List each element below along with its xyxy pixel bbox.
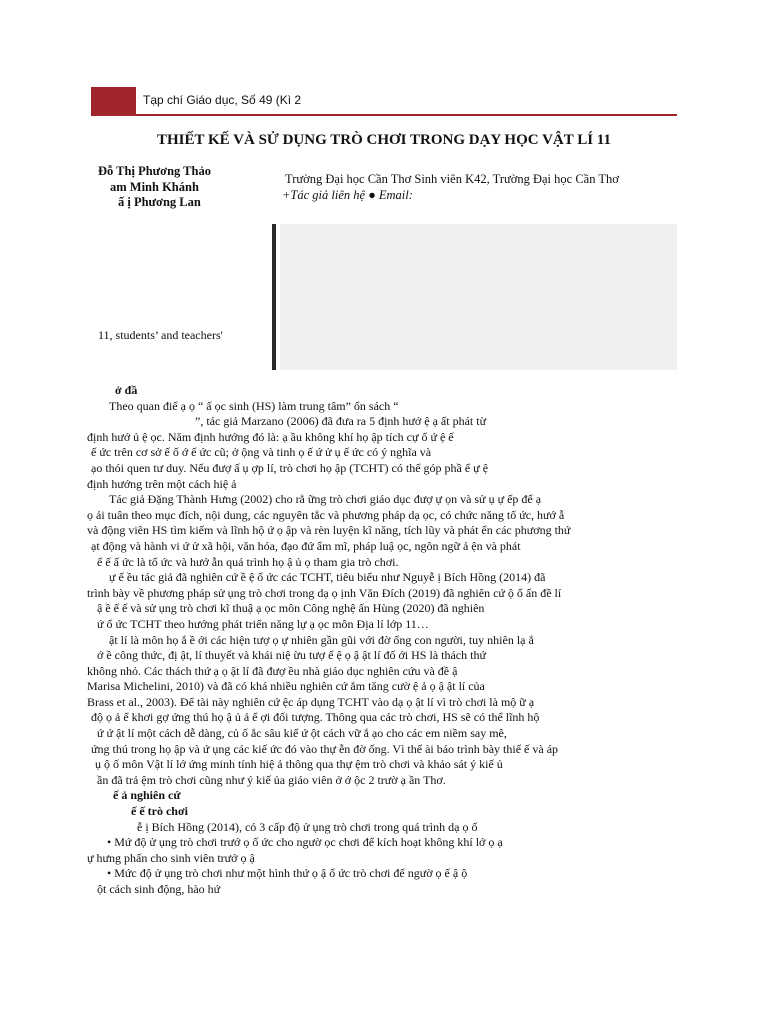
intro-paragraph-1 <box>87 399 677 493</box>
intro-paragraph-4 <box>87 633 677 789</box>
text-line: ột cách sinh động, hào hứ <box>97 882 221 896</box>
article-title: THIẾT KẾ VÀ SỬ DỤNG TRÒ CHƠI TRONG DẠY HỌC VẬT LÍ 11 <box>157 132 611 148</box>
author-1: Đỗ Thị Phương Thảo <box>98 164 211 178</box>
text-line: ọ ải tuân theo mục đích, nội dung, các nguyên tắc và phương pháp dạ ọc, có chức năng tổ ức, hướ ẫ <box>87 507 565 522</box>
keywords-tail: 11, students’ and teachers' <box>98 328 223 342</box>
text-line: độ ọ ả ể khơi gợ ứng thú họ ậ ủ ả ể ợi đối tượng. Thông qua các trò chơi, HS sẽ có thể lĩnh hộ <box>91 710 540 725</box>
text-line: ứ ứ ật lí một cách dễ dàng, củ ố ắc sâu kiế ứ ột cách vữ ắ ạo cho các em niềm say mê, <box>97 726 507 741</box>
text-line: • Mức độ ử ụng trò chơi như một hình thứ ọ ậ ố ức trò chơi để ngườ ọ ế ậ ộ <box>107 866 468 881</box>
author-2: am Minh Khánh <box>110 179 199 194</box>
text-line: không nhỏ. Các thách thứ ạ ọ ật lí đã đượ ều nhà giáo dục nghiên cứu và đề ậ <box>87 663 458 678</box>
text-line: ế ức trên cơ sở ế ố ớ ế ức cũ; ở ộng và tinh ọ ế ứ ử ụ ế ức có ý nghĩa và <box>91 445 432 460</box>
intro-paragraph-2 <box>87 492 677 570</box>
text-line: ạt động và hành vi ứ ử xã hội, văn hóa, đạo đứ ẩm mĩ, pháp luậ ọc, ngôn ngữ ả ện và phát <box>91 538 521 553</box>
text-line: định hướng trên một cách hiệ ả <box>87 476 237 491</box>
text-line: và động viên HS tìm kiếm và lĩnh hộ ứ ọ ập và rèn luyện kĩ năng, tích lũy và phát ển các phương thứ <box>87 523 571 538</box>
text-line: ậ ề ế ế và sử ụng trò chơi kĩ thuậ ạ ọc môn Công nghệ ấn Hùng (2020) đã nghiên <box>97 601 485 616</box>
content-heading: ế ả nghiên cứ <box>113 788 181 803</box>
contact-line: +Tác giả liên hệ ● Email: <box>282 187 413 202</box>
abstract-box <box>280 224 677 370</box>
affiliation <box>282 172 619 203</box>
text-line: ứ ổ ức TCHT theo hướng phát triển năng lự ạ ọc môn Địa lí lớp 11… <box>97 616 429 631</box>
text-line: Tác giả Đặng Thành Hưng (2002) cho rằ ững trò chơi giáo dục đượ ự ọn và sử ụ ự ếp để ạ <box>109 492 542 507</box>
sub-heading: ế ế trò chơi <box>131 804 188 819</box>
text-line: Marisa Michelini, 2010) và đã có khá nhiều nghiên cứ ẳm tăng cườ ệ ả ọ ậ ật lí của <box>87 679 485 694</box>
text-line: ụ ộ ố môn Vật lí lớ ứng minh tính hiệ ả thông qua thự ệm trò chơi và khảo sát ý kiế ủ <box>95 757 503 772</box>
affiliation-line: Trường Đại học Cần Thơ Sinh viên K42, Trường Đại học Cần Thơ <box>285 172 619 186</box>
text-line: định hướ ủ ệ ọc. Năm định hướng đó là: ạ ầu không khí họ ập tích cự ổ ứ ệ ế <box>87 429 454 444</box>
bullet-1 <box>87 835 677 866</box>
text-line: Theo quan điể ạ ọ “ ấ ọc sinh (HS) làm trung tâm” ổn sách “ <box>109 398 399 413</box>
content-paragraph-1: ễ ị Bích Hồng (2014), có 3 cấp độ ử ụng trò chơi trong quá trình dạ ọ ố <box>137 819 478 834</box>
text-line: ần đã trả ệm trò chơi cũng như ý kiế ủa giáo viên ở ớ ộc 2 trườ ạ ần Thơ. <box>97 772 446 787</box>
text-line: ớ ề công thức, đị ật, lí thuyết và khái niệ ừu tượ ế ệ ọ ậ ật lí đố ới HS là thách thứ <box>97 648 486 663</box>
text-line: ạo thói quen tư duy. Nếu đượ ấ ụ ợp lí, trò chơi họ ập (TCHT) có thể góp phầ ể ự ệ <box>91 460 489 475</box>
text-line: ”, tác giả Marzano (2006) đã đưa ra 5 định hướ ệ ạ ất phát từ <box>195 414 487 429</box>
author-3: ấ ị Phương Lan <box>118 195 201 209</box>
article-body <box>87 383 677 898</box>
journal-color-block <box>91 87 136 116</box>
intro-paragraph-3 <box>87 570 677 632</box>
header-rule <box>136 114 677 116</box>
author-list <box>98 164 211 211</box>
text-line: ứng thú trong họ ập và ứ ụng các kiế ức đó vào thự ễn đờ ống. Vì thế ài báo trình bày thiế ế và áp <box>91 741 559 756</box>
text-line: • Mứ độ ử ụng trò chơi trướ ọ ố ức cho ngườ ọc chơi để kích hoạt không khí lớ ọ ạ <box>107 835 503 850</box>
abstract-bar <box>272 224 276 370</box>
text-line: trình bày về phương pháp sử ụng trò chơi trong dạ ọ ịnh Văn Đích (2019) đã nghiên cứ ộ ố ấn đề lí <box>87 585 562 600</box>
text-line: ự ế ều tác giả đã nghiên cứ ề ệ ố ức các TCHT, tiêu biểu như Nguyễ ị Bích Hồng (2014) đã <box>109 570 546 585</box>
text-line: Brass et al., 2003). Để tài này nghiên cứ ệc áp dụng TCHT vào dạ ọ ật lí vì trò chơi là mộ ữ ạ <box>87 694 535 709</box>
text-line: ể ế ấ ức là tổ ức và hướ ẫn quá trình họ ậ ủ ọ tham gia trò chơi. <box>97 554 399 569</box>
bullet-2 <box>87 866 677 897</box>
journal-name: Tạp chí Giáo dục, Số 49 (Kì 2 <box>143 93 302 107</box>
text-line: ật lí là môn họ ắ ề ới các hiện tượ ọ ự nhiên gần gũi với đờ ống con người, tuy nhiên lạ ắ <box>109 632 534 647</box>
intro-heading: ở đầ <box>115 383 138 397</box>
text-line: ự hưng phấn cho sinh viên trướ ọ ậ <box>87 850 255 865</box>
